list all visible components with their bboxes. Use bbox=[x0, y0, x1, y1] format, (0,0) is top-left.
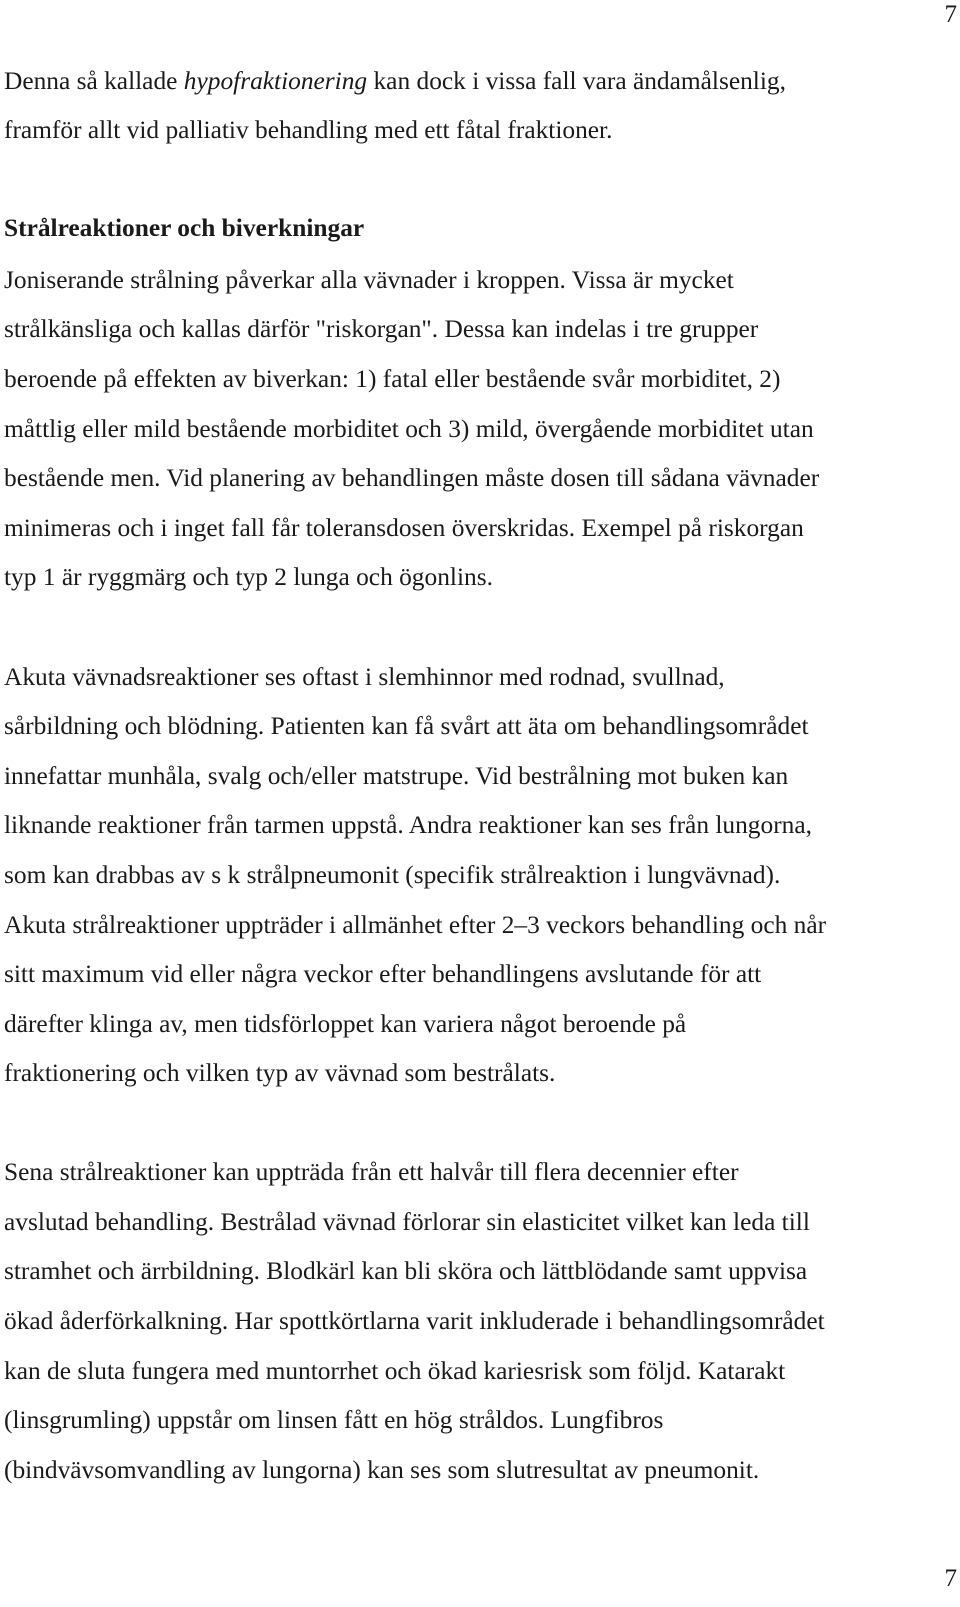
text-line: (linsgrumling) uppstår om linsen fått en hög stråldos. Lungfibros bbox=[4, 1406, 664, 1434]
text-line: strålkänsliga och kallas därför "riskorgan". Dessa kan indelas i tre grupper bbox=[4, 315, 759, 343]
text-line: Sena strålreaktioner kan uppträda från ett halvår till flera decennier efter bbox=[4, 1158, 739, 1186]
text-line: sårbildning och blödning. Patienten kan få svårt att äta om behandlingsområdet bbox=[4, 712, 809, 740]
page-number-top: 7 bbox=[944, 1, 957, 28]
text-line: fraktionering och vilken typ av vävnad som bestrålats. bbox=[4, 1059, 556, 1087]
text-segment: Denna så kallade bbox=[4, 67, 184, 95]
page-number-bottom: 7 bbox=[944, 1565, 957, 1592]
text-line: framför allt vid palliativ behandling med ett fåtal fraktioner. bbox=[4, 116, 613, 144]
text-line: beroende på effekten av biverkan: 1) fatal eller bestående svår morbiditet, 2) bbox=[4, 365, 781, 393]
text-line: Akuta strålreaktioner uppträder i allmänhet efter 2–3 veckors behandling och når bbox=[4, 911, 827, 939]
text-line: kan de sluta fungera med muntorrhet och ökad kariesrisk som följd. Katarakt bbox=[4, 1357, 786, 1385]
text-line: Joniserande strålning påverkar alla vävnader i kroppen. Vissa är mycket bbox=[4, 266, 734, 294]
text-line: (bindvävsomvandling av lungorna) kan ses som slutresultat av pneumonit. bbox=[4, 1456, 760, 1484]
text-line: sitt maximum vid eller några veckor efter behandlingens avslutande för att bbox=[4, 960, 762, 988]
text-line: liknande reaktioner från tarmen uppstå. Andra reaktioner kan ses från lungorna, bbox=[4, 811, 812, 839]
text-segment: kan dock i vissa fall vara ändamålsenlig, bbox=[367, 67, 786, 95]
text-line: innefattar munhåla, svalg och/eller matstrupe. Vid bestrålning mot buken kan bbox=[4, 762, 789, 790]
text-line: som kan drabbas av s k strålpneumonit (specifik strålreaktion i lungvävnad). bbox=[4, 861, 781, 889]
section-heading: Strålreaktioner och biverkningar bbox=[4, 214, 365, 242]
text-line: minimeras och i inget fall får toleransdosen överskridas. Exempel på riskorgan bbox=[4, 514, 804, 542]
text-line: bestående men. Vid planering av behandlingen måste dosen till sådana vävnader bbox=[4, 464, 820, 492]
text-line: typ 1 är ryggmärg och typ 2 lunga och ögonlins. bbox=[4, 563, 493, 591]
text-line: stramhet och ärrbildning. Blodkärl kan bli sköra och lättblödande samt uppvisa bbox=[4, 1257, 808, 1285]
text-line bbox=[4, 66, 786, 96]
text-line: Akuta vävnadsreaktioner ses oftast i slemhinnor med rodnad, svullnad, bbox=[4, 663, 725, 691]
text-line: måttlig eller mild bestående morbiditet och 3) mild, övergående morbiditet utan bbox=[4, 415, 814, 443]
text-line: därefter klinga av, men tidsförloppet kan variera något beroende på bbox=[4, 1010, 687, 1038]
text-line: avslutad behandling. Bestrålad vävnad förlorar sin elasticitet vilket kan leda till bbox=[4, 1208, 810, 1236]
text-line: ökad åderförkalkning. Har spottkörtlarna varit inkluderade i behandlingsområdet bbox=[4, 1307, 825, 1335]
term-hypofraktionering: hypofraktionering bbox=[183, 67, 368, 95]
